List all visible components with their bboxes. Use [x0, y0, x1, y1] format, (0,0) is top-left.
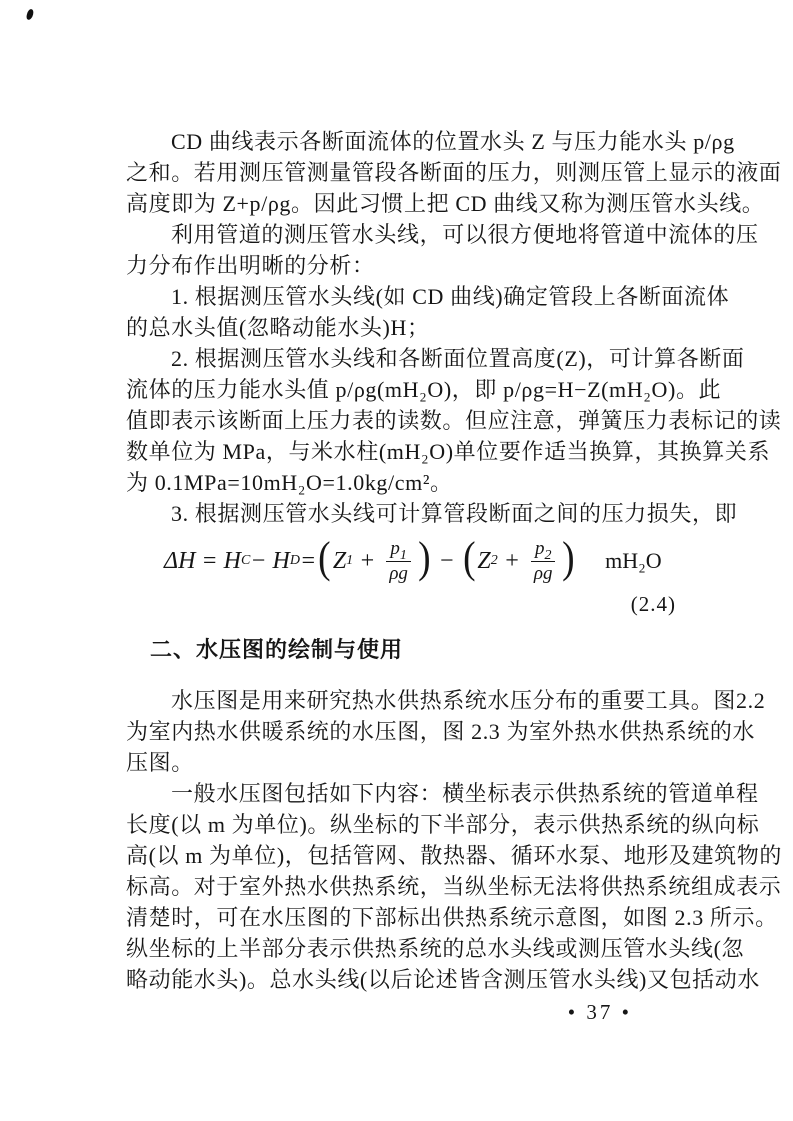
- eq-z2: Z: [477, 547, 491, 574]
- text-line: 1. 根据测压管水头线(如 CD 曲线)确定管段上各断面流体: [171, 284, 730, 309]
- paragraphs-top: [126, 126, 782, 529]
- text-line: 长度(以 m 为单位)。纵坐标的下半部分，表示供热系统的纵向标: [126, 812, 760, 837]
- text-column: [126, 126, 782, 1025]
- text-line: 高(以 m 为单位)，包括管网、散热器、循环水泵、地形及建筑物的: [126, 843, 782, 868]
- paragraphs-bottom: [126, 685, 782, 995]
- text-line: CD 曲线表示各断面流体的位置水头 Z 与压力能水头 p/ρg: [171, 129, 735, 154]
- section-heading: 二、水压图的绘制与使用: [150, 637, 404, 662]
- right-paren: ): [562, 533, 576, 582]
- left-paren: (: [462, 533, 476, 582]
- text-line: 标高。对于室外热水供热系统，当纵坐标无法将供热系统组成表示: [126, 874, 782, 899]
- text-line: 为室内热水供暖系统的水压图，图 2.3 为室外热水供热系统的水: [126, 719, 756, 744]
- eq-p2: p: [534, 537, 545, 559]
- text-line: 一般水压图包括如下内容：横坐标表示供热系统的管道单程: [171, 781, 759, 806]
- text-line: 数单位为 MPa，与米水柱(mH₂O)单位要作适当换算，其换算关系: [126, 439, 771, 464]
- eq-minus-hd: − H: [250, 547, 290, 574]
- text-line: 略动能水头)。总水头线(以后论述皆含测压管水头线)又包括动水: [126, 967, 760, 992]
- text-line: 高度即为 Z+p/ρg。因此习惯上把 CD 曲线又称为测压管水头线。: [126, 191, 765, 216]
- eq-lhs: ΔH = H: [164, 547, 241, 574]
- fraction-numerator: [386, 538, 411, 562]
- text-line: 压图。: [126, 750, 194, 775]
- text-line: 的总水头值(忽略动能水头)H；: [126, 315, 430, 340]
- eq-p2-sub: 2: [544, 547, 552, 563]
- eq-z1: Z: [332, 547, 347, 574]
- fraction-denominator: ρg: [533, 562, 553, 584]
- text-line: 流体的压力能水头值 p/ρg(mH₂O)，即 p/ρg=H−Z(mH₂O)。此: [126, 377, 722, 402]
- eq-plus-1: +: [359, 547, 376, 574]
- left-paren: (: [318, 533, 331, 582]
- text-line: 水压图是用来研究热水供热系统水压分布的重要工具。图2.2: [171, 688, 766, 713]
- eq-equals: =: [299, 547, 317, 574]
- equation-number: (2.4): [630, 592, 676, 616]
- text-line: 纵坐标的上半部分表示供热系统的总水头线或测压管水头线(忽: [126, 936, 745, 961]
- equation-block: [126, 532, 732, 617]
- text-line: 利用管道的测压管水头线，可以很方便地将管道中流体的压: [171, 222, 759, 247]
- text-line: 值即表示该断面上压力表的读数。但应注意，弹簧压力表标记的读: [126, 408, 782, 433]
- ink-speck: [26, 8, 34, 20]
- text-line: 力分布作出明晰的分析：: [126, 253, 375, 278]
- fraction-p1-rhog: [386, 538, 411, 585]
- eq-minus-2: −: [438, 547, 455, 574]
- text-line: 之和。若用测压管测量管段各断面的压力，则测压管上显示的液面: [126, 160, 782, 185]
- eq-p1: p: [390, 537, 400, 559]
- page-number: • 37 •: [567, 1000, 632, 1024]
- eq-plus-2: +: [503, 547, 520, 574]
- text-line: 2. 根据测压管水头线和各断面位置高度(Z)，可计算各断面: [171, 346, 745, 371]
- text-line: 3. 根据测压管水头线可计算管段断面之间的压力损失，即: [171, 501, 738, 526]
- equation-2-4: ΔH = H C − H D = ( Z 1 + $\frac{p_1}{\rho g}$ ) − ( Z 2 + $\frac{p_2}{\rho g}$ ) mH₂O: [126, 532, 732, 590]
- eq-p1-sub: 1: [399, 547, 407, 563]
- equation-unit: mH₂O: [605, 548, 662, 573]
- text-line: 为 0.1MPa=10mH₂O=1.0kg/cm²。: [126, 470, 453, 495]
- text-line: 清楚时，可在水压图的下部标出供热系统示意图，如图 2.3 所示。: [126, 905, 778, 930]
- fraction-p2-rhog: [531, 538, 556, 585]
- fraction-denominator: ρg: [389, 562, 408, 584]
- right-paren: ): [417, 533, 431, 582]
- fraction-numerator: [531, 538, 556, 562]
